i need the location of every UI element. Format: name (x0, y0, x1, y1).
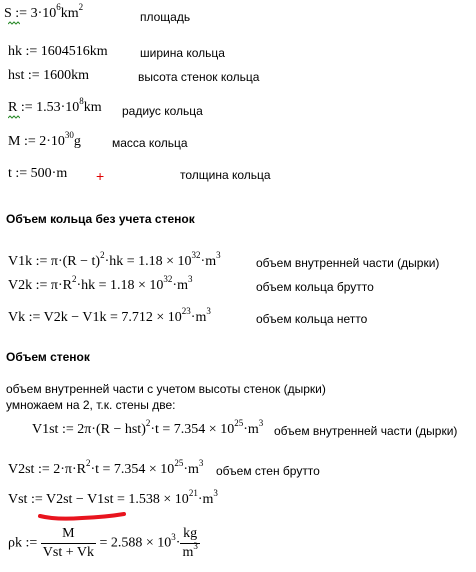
note-v1st: объем внутренней части (дырки) (274, 424, 458, 438)
note-radius: радиус кольца (122, 104, 203, 118)
formula-v1k[interactable]: V1k := $\pi\cdot(R - t)^2\cdot hk = 1.18 \times 10^{32}\cdot m^3$ (8, 250, 221, 269)
spell-squiggle-icon (8, 115, 20, 119)
fraction-density-unit: $\frac{kg}{m^3}$ (182, 526, 198, 560)
explanation-line-1: объем внутренней части с учетом высоты стенок (дырки) (6, 382, 326, 396)
note-area: площадь (140, 10, 191, 24)
note-thickness: толщина кольца (180, 168, 271, 182)
def-area[interactable]: S := $3\cdot 10^6km^2$ (4, 6, 83, 22)
def-ring-width[interactable]: hk := 1604516km (8, 44, 108, 59)
formula-vk[interactable]: Vk := $V2k - V1k = 7.712 \times 10^{23}\cdot m^3$ (8, 306, 211, 325)
section-heading-wall-volume: Объем стенок (6, 350, 90, 364)
formula-vst[interactable]: Vst := $V2st - V1st = 1.538 \times 10^{21}\cdot m^3$ (8, 488, 218, 507)
def-mass[interactable]: M := $2\cdot 10^{30}g$ (8, 130, 81, 149)
fraction-mass-over-volume: $\frac{M}{\text{Vst + Vk}}$ (42, 526, 94, 560)
section-heading-ring-volume: Объем кольца без учета стенок (6, 212, 195, 226)
note-ring-width: ширина кольца (140, 46, 225, 60)
note-v2st: объем стен брутто (216, 464, 320, 478)
def-thickness[interactable]: t := 500·m (8, 166, 68, 181)
note-wall-height: высота стенок кольца (138, 70, 260, 84)
formula-rho[interactable]: ρk := $\frac{M}{\text{Vst + Vk}}$ = $2.588 \times 10^3\cdot$ $\frac{kg}{m^3}$ (8, 526, 198, 560)
formula-v2k[interactable]: V2k := $\pi\cdot R^2\cdot hk = 1.18 \times 10^{32}\cdot m^3$ (8, 274, 193, 293)
insert-cursor-plus-icon[interactable]: + (96, 168, 105, 184)
note-vk: объем кольца нетто (256, 312, 368, 326)
red-underline-annotation (36, 508, 130, 522)
var-S: S (4, 6, 12, 21)
spell-squiggle-icon (8, 21, 20, 25)
note-mass: масса кольца (112, 136, 188, 150)
explanation-line-2: умножаем на 2, т.к. стены две: (6, 398, 176, 412)
def-radius[interactable]: R := $1.53\cdot 10^8km$ (8, 100, 102, 116)
def-wall-height[interactable]: hst := 1600km (8, 68, 90, 83)
formula-v1st[interactable]: V1st := $2\pi\cdot(R - hst)^2\cdot t = 7.354 \times 10^{25}\cdot m^3$ (32, 418, 264, 437)
formula-v2st[interactable]: V2st := $2\cdot\pi\cdot R^2\cdot t = 7.354 \times 10^{25}\cdot m^3$ (8, 458, 204, 477)
note-v1k: объем внутренней части (дырки) (256, 256, 440, 270)
note-v2k: объем кольца брутто (256, 280, 374, 294)
